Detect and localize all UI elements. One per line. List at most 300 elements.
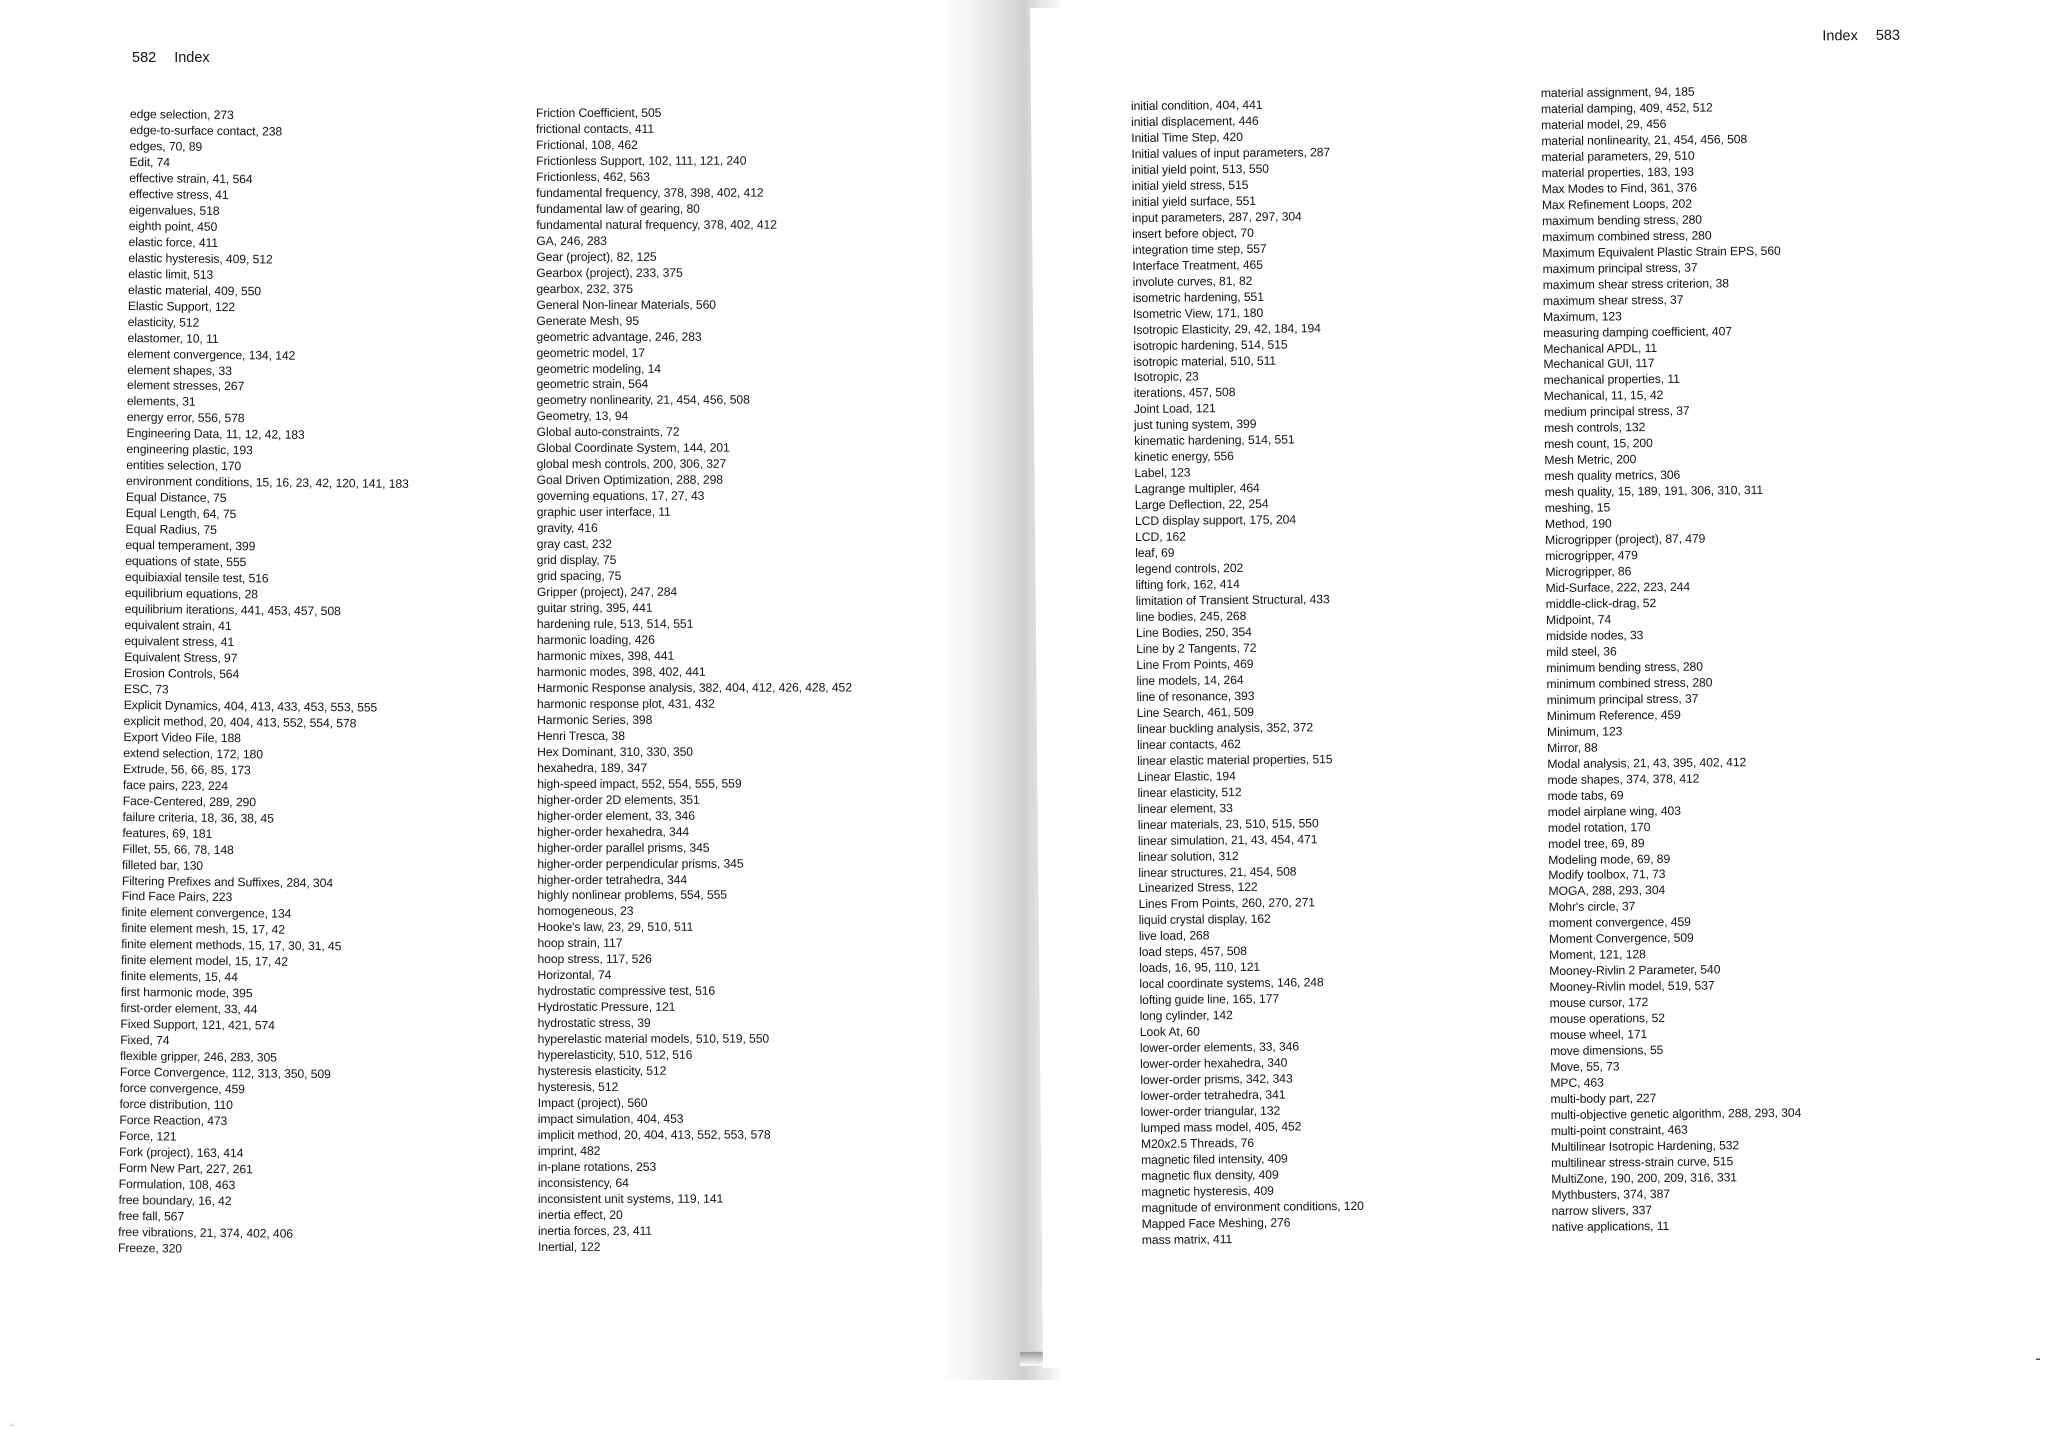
index-entry: Mirror, 88: [1547, 740, 1598, 755]
index-entry: Equal Length, 64, 75: [125, 506, 237, 522]
index-entry: MOGA, 288, 293, 304: [1548, 883, 1666, 899]
index-entry: gravity, 416: [536, 521, 598, 536]
index-entry: multilinear stress-strain curve, 515: [1551, 1154, 1734, 1170]
index-entry: Frictionless, 462, 563: [536, 169, 650, 184]
index-entry: initial condition, 404, 441: [1130, 97, 1263, 114]
index-entry: mesh quality, 15, 189, 191, 306, 310, 311: [1544, 483, 1764, 500]
index-entry: Microgripper (project), 87, 479: [1545, 531, 1706, 548]
index-entry: force convergence, 459: [119, 1081, 245, 1097]
index-entry: kinetic energy, 556: [1134, 449, 1234, 465]
index-entry: Mohr's circle, 37: [1548, 899, 1636, 915]
right-page-number: 583: [1875, 27, 1901, 44]
index-entry: geometric advantage, 246, 283: [536, 329, 702, 344]
index-entry: microgripper, 479: [1545, 548, 1638, 564]
index-entry: entities selection, 170: [126, 458, 242, 474]
index-entry: GA, 246, 283: [536, 233, 607, 248]
index-entry: Mechanical, 11, 15, 42: [1543, 388, 1664, 404]
index-entry: Line by 2 Tangents, 72: [1136, 640, 1257, 656]
index-entry: material damping, 409, 452, 512: [1540, 100, 1713, 117]
index-entry: maximum combined stress, 280: [1542, 228, 1712, 244]
index-entry: harmonic modes, 398, 402, 441: [536, 664, 706, 679]
index-entry: multi-point constraint, 463: [1550, 1122, 1688, 1139]
index-entry: Global auto-constraints, 72: [536, 425, 680, 440]
index-entry: magnetic flux density, 409: [1141, 1167, 1279, 1183]
index-entry: Explicit Dynamics, 404, 413, 433, 453, 553, 555: [123, 697, 378, 715]
index-entry: Face-Centered, 289, 290: [122, 793, 257, 810]
index-entry: medium principal stress, 37: [1543, 404, 1690, 420]
index-entry: frictional contacts, 411: [536, 121, 655, 136]
index-entry: Form New Part, 227, 261: [118, 1160, 253, 1177]
index-entry: narrow slivers, 337: [1551, 1202, 1653, 1218]
index-entry: Mesh Metric, 200: [1544, 452, 1637, 468]
index-entry: mouse wheel, 171: [1549, 1027, 1648, 1043]
index-entry: inconsistency, 64: [537, 1175, 629, 1190]
index-entry: engineering plastic, 193: [126, 442, 253, 458]
index-entry: lower-order tetrahedra, 341: [1140, 1087, 1286, 1104]
index-entry: Mid-Surface, 222, 223, 244: [1545, 579, 1691, 596]
index-entry: inertia effect, 20: [537, 1207, 623, 1222]
index-entry: Max Refinement Loops, 202: [1541, 196, 1692, 212]
index-entry: harmonic loading, 426: [536, 632, 655, 647]
index-entry: linear buckling analysis, 352, 372: [1136, 720, 1314, 736]
index-entry: M20x2.5 Threads, 76: [1140, 1135, 1255, 1151]
index-entry: Erosion Controls, 564: [124, 665, 240, 682]
index-entry: Force Convergence, 112, 313, 350, 509: [119, 1065, 331, 1082]
index-entry: Multilinear Isotropic Hardening, 532: [1550, 1138, 1740, 1154]
index-entry: mouse cursor, 172: [1549, 995, 1649, 1011]
index-entry: magnetic hysteresis, 409: [1141, 1183, 1274, 1199]
index-entry: harmonic mixes, 398, 441: [536, 648, 675, 663]
index-entry: Move, 55, 73: [1550, 1059, 1620, 1075]
index-entry: Freeze, 320: [117, 1240, 183, 1256]
index-entry: higher-order parallel prisms, 345: [537, 840, 710, 855]
index-entry: energy error, 556, 578: [126, 410, 245, 426]
right-running-head: [1822, 28, 1900, 45]
index-entry: equibiaxial tensile test, 516: [125, 570, 269, 586]
index-entry: Gripper (project), 247, 284: [536, 584, 678, 600]
index-entry: mesh controls, 132: [1543, 420, 1646, 436]
index-entry: Minimum, 123: [1546, 724, 1623, 739]
index-entry: finite elements, 15, 44: [120, 969, 238, 985]
index-entry: insert before object, 70: [1132, 225, 1254, 241]
index-entry: Line Bodies, 250, 354: [1135, 624, 1252, 640]
index-entry: Lagrange multipler, 464: [1134, 481, 1260, 497]
index-entry: free vibrations, 21, 374, 402, 406: [118, 1224, 294, 1241]
index-entry: higher-order perpendicular prisms, 345: [537, 856, 744, 871]
index-entry: hoop stress, 117, 526: [537, 952, 652, 967]
index-entry: material assignment, 94, 185: [1540, 84, 1695, 101]
index-entry: elasticity, 512: [127, 314, 200, 330]
index-entry: move dimensions, 55: [1549, 1043, 1664, 1059]
index-entry: elastic material, 409, 550: [128, 282, 262, 299]
index-entry: gray cast, 232: [536, 537, 612, 552]
index-entry: Initial values of input parameters, 287: [1131, 145, 1331, 161]
index-entry: finite element methods, 15, 17, 30, 31, 45: [121, 937, 342, 954]
index-entry: linear contacts, 462: [1137, 736, 1241, 752]
index-entry: Mapped Face Meshing, 276: [1141, 1215, 1291, 1231]
index-entry: isometric hardening, 551: [1132, 289, 1264, 305]
index-entry: elastomer, 10, 11: [127, 330, 219, 346]
index-entry: Equivalent Stress, 97: [124, 649, 238, 666]
index-entry: fundamental natural frequency, 378, 402, 412: [536, 217, 777, 232]
index-entry: Inertial, 122: [537, 1239, 601, 1254]
index-entry: Hydrostatic Pressure, 121: [537, 1000, 676, 1015]
index-entry: mouse operations, 52: [1549, 1011, 1666, 1027]
index-entry: maximum bending stress, 280: [1541, 212, 1703, 228]
index-entry: in-plane rotations, 253: [537, 1159, 657, 1174]
index-entry: integration time step, 557: [1132, 241, 1267, 257]
index-entry: Hex Dominant, 310, 330, 350: [537, 744, 693, 759]
index-entry: input parameters, 287, 297, 304: [1131, 209, 1302, 225]
index-entry: element shapes, 33: [127, 362, 232, 378]
index-entry: first-order element, 33, 44: [120, 1001, 258, 1017]
index-entry: hysteresis elasticity, 512: [537, 1063, 667, 1079]
index-entry: guitar string, 395, 441: [536, 600, 653, 616]
index-entry: gearbox, 232, 375: [536, 281, 633, 296]
index-entry: Horizontal, 74: [537, 968, 612, 983]
index-entry: elements, 31: [126, 394, 196, 410]
index-entry: hexahedra, 189, 347: [537, 760, 648, 775]
index-entry: geometric modeling, 14: [536, 361, 661, 376]
index-entry: Joint Load, 121: [1133, 401, 1216, 417]
index-entry: mesh quality metrics, 306: [1544, 468, 1681, 484]
index-entry: LCD, 162: [1135, 529, 1186, 545]
index-entry: inconsistent unit systems, 119, 141: [537, 1191, 724, 1206]
index-entry: meshing, 15: [1544, 500, 1611, 516]
index-entry: harmonic response plot, 431, 432: [537, 696, 715, 711]
index-entry: initial yield point, 513, 550: [1131, 161, 1269, 177]
index-entry: equations of state, 555: [125, 554, 247, 570]
index-entry: minimum principal stress, 37: [1546, 691, 1699, 707]
index-entry: material properties, 183, 193: [1541, 164, 1694, 180]
index-entry: grid display, 75: [536, 552, 617, 568]
index-entry: Moment, 121, 128: [1549, 947, 1646, 963]
index-entry: Export Video File, 188: [123, 729, 241, 745]
index-entry: hoop strain, 117: [537, 936, 623, 951]
index-entry: Maximum, 123: [1542, 308, 1622, 324]
index-entry: finite element mesh, 15, 17, 42: [121, 921, 286, 938]
index-entry: ESC, 73: [123, 681, 169, 697]
index-entry: element stresses, 267: [127, 378, 245, 394]
index-entry: Engineering Data, 11, 12, 42, 183: [126, 426, 305, 443]
index-entry: moment convergence, 459: [1548, 915, 1691, 931]
index-entry: geometry nonlinearity, 21, 454, 456, 508: [536, 393, 750, 408]
index-entry: Gearbox (project), 233, 375: [536, 265, 683, 280]
index-entry: iterations, 457, 508: [1133, 385, 1236, 401]
index-entry: graphic user interface, 11: [536, 504, 671, 520]
index-entry: Method, 190: [1544, 516, 1612, 532]
index-entry: Label, 123: [1134, 465, 1191, 481]
index-entry: Harmonic Response analysis, 382, 404, 412, 426, 428, 452: [537, 680, 852, 695]
index-entry: Henri Tresca, 38: [537, 728, 625, 743]
index-entry: free fall, 567: [118, 1208, 185, 1224]
index-entry: Equal Distance, 75: [125, 490, 227, 506]
index-entry: equivalent stress, 41: [124, 633, 235, 650]
index-entry: Mechanical APDL, 11: [1543, 340, 1658, 356]
index-entry: high-speed impact, 552, 554, 555, 559: [537, 776, 742, 791]
index-entry: measuring damping coefficient, 407: [1543, 323, 1732, 340]
index-entry: multi-body part, 227: [1550, 1091, 1657, 1107]
index-entry: element convergence, 134, 142: [127, 346, 296, 363]
index-column: [118, 107, 413, 1260]
index-entry: Generate Mesh, 95: [536, 313, 640, 328]
index-entry: finite element model, 15, 17, 42: [120, 953, 288, 970]
index-entry: fundamental law of gearing, 80: [536, 201, 700, 216]
index-entry: load steps, 457, 508: [1139, 944, 1247, 960]
index-entry: effective strain, 41, 564: [129, 170, 253, 187]
index-entry: MPC, 463: [1550, 1075, 1604, 1091]
index-entry: lower-order prisms, 342, 343: [1140, 1071, 1293, 1088]
index-entry: eigenvalues, 518: [128, 202, 220, 218]
index-entry: Fillet, 55, 66, 78, 148: [122, 841, 234, 857]
index-entry: Fork (project), 163, 414: [118, 1144, 244, 1161]
index-column: [1131, 97, 1364, 1249]
index-entry: Frictional, 108, 462: [536, 137, 638, 152]
index-entry: material nonlinearity, 21, 454, 456, 508: [1541, 132, 1748, 149]
index-entry: Isotropic, 23: [1133, 369, 1199, 385]
index-entry: Isometric View, 171, 180: [1132, 305, 1264, 321]
index-entry: Maximum Equivalent Plastic Strain EPS, 560: [1542, 243, 1781, 260]
index-entry: LCD display support, 175, 204: [1134, 512, 1297, 529]
index-entry: highly nonlinear problems, 554, 555: [537, 888, 727, 903]
index-entry: failure criteria, 18, 36, 38, 45: [122, 809, 274, 826]
index-entry: maximum shear stress criterion, 38: [1542, 275, 1729, 292]
index-entry: Line From Points, 469: [1136, 656, 1254, 672]
index-entry: Geometry, 13, 94: [536, 409, 629, 424]
index-entry: lower-order elements, 33, 346: [1139, 1039, 1300, 1056]
index-entry: higher-order 2D elements, 351: [537, 792, 700, 807]
index-entry: material parameters, 29, 510: [1541, 148, 1695, 164]
index-entry: Harmonic Series, 398: [537, 712, 653, 727]
index-entry: initial yield surface, 551: [1131, 193, 1257, 209]
index-entry: Global Coordinate System, 144, 201: [536, 441, 730, 456]
index-entry: long cylinder, 142: [1139, 1008, 1233, 1024]
index-entry: Linearized Stress, 122: [1138, 880, 1258, 896]
index-entry: extend selection, 172, 180: [123, 745, 264, 762]
index-entry: higher-order element, 33, 346: [537, 808, 695, 823]
index-entry: Mythbusters, 374, 387: [1551, 1186, 1670, 1202]
index-entry: effective stress, 41: [129, 186, 229, 202]
index-entry: Microgripper, 86: [1545, 564, 1632, 580]
index-entry: Minimum Reference, 459: [1546, 707, 1681, 723]
index-entry: Extrude, 56, 66, 85, 173: [122, 761, 251, 778]
index-entry: lower-order triangular, 132: [1140, 1103, 1281, 1120]
index-entry: material model, 29, 456: [1541, 116, 1667, 133]
index-entry: homogeneous, 23: [537, 904, 634, 919]
index-entry: line bodies, 245, 268: [1135, 608, 1247, 625]
index-entry: Gear (project), 82, 125: [536, 249, 657, 264]
index-entry: MultiZone, 190, 200, 209, 316, 331: [1551, 1170, 1737, 1186]
index-entry: linear structures, 21, 454, 508: [1138, 863, 1297, 880]
index-entry: maximum shear stress, 37: [1542, 292, 1684, 308]
index-entry: Midpoint, 74: [1545, 612, 1612, 628]
index-entry: kinematic hardening, 514, 551: [1134, 432, 1295, 449]
index-entry: linear elasticity, 512: [1137, 784, 1242, 800]
right-running-head-title: Index: [1822, 28, 1858, 45]
index-entry: Mechanical GUI, 117: [1543, 356, 1655, 372]
index-entry: flexible gripper, 246, 283, 305: [119, 1049, 277, 1065]
index-entry: Edit, 74: [129, 154, 171, 170]
index-entry: equilibrium iterations, 441, 453, 457, 508: [124, 602, 341, 619]
index-entry: model airplane wing, 403: [1547, 803, 1681, 819]
index-entry: magnitude of environment conditions, 120: [1141, 1198, 1364, 1215]
index-entry: equivalent strain, 41: [124, 617, 232, 634]
index-entry: imprint, 482: [537, 1143, 601, 1158]
index-entry: line of resonance, 393: [1136, 688, 1255, 704]
index-entry: Initial Time Step, 420: [1131, 129, 1243, 145]
index-entry: Frictionless Support, 102, 111, 121, 240: [536, 153, 747, 168]
index-entry: filleted bar, 130: [121, 857, 204, 873]
index-entry: lumped mass model, 405, 452: [1140, 1119, 1302, 1135]
index-entry: leaf, 69: [1135, 545, 1175, 561]
index-entry: Lines From Points, 260, 270, 271: [1138, 895, 1316, 912]
index-entry: Modify toolbox, 71, 73: [1548, 867, 1666, 883]
index-entry: mesh count, 15, 200: [1544, 436, 1653, 452]
index-entry: mass matrix, 411: [1141, 1231, 1233, 1247]
index-entry: elastic force, 411: [128, 234, 219, 250]
left-running-head-title: Index: [174, 50, 210, 66]
index-entry: liquid crystal display, 162: [1138, 912, 1271, 928]
index-entry: hardening rule, 513, 514, 551: [536, 616, 694, 631]
index-entry: edges, 70, 89: [129, 138, 203, 154]
index-entry: face pairs, 223, 224: [122, 777, 229, 793]
index-entry: legend controls, 202: [1135, 561, 1244, 577]
index-entry: hysteresis, 512: [537, 1079, 619, 1095]
index-entry: local coordinate systems, 146, 248: [1139, 975, 1324, 992]
index-entry: model rotation, 170: [1547, 819, 1651, 835]
index-entry: Impact (project), 560: [537, 1095, 648, 1111]
index-entry: hyperelasticity, 510, 512, 516: [537, 1047, 693, 1063]
index-entry: just tuning system, 399: [1133, 417, 1257, 433]
index-entry: hydrostatic compressive test, 516: [537, 983, 716, 999]
index-entry: elastic hysteresis, 409, 512: [128, 250, 273, 267]
index-entry: linear materials, 23, 510, 515, 550: [1137, 815, 1319, 832]
index-entry: free boundary, 16, 42: [118, 1192, 232, 1208]
left-page-number: 582: [132, 50, 157, 66]
index-entry: live load, 268: [1138, 928, 1210, 944]
left-page: [0, 0, 1000, 1448]
index-entry: Fixed Support, 121, 421, 574: [120, 1017, 275, 1033]
index-entry: equilibrium equations, 28: [124, 586, 258, 602]
index-entry: Look At, 60: [1139, 1024, 1200, 1040]
index-entry: Modeling mode, 69, 89: [1548, 851, 1671, 867]
scan-artifact-mark: ‘‘: [10, 1422, 15, 1434]
index-entry: first harmonic mode, 395: [120, 985, 253, 1001]
index-entry: linear element, 33: [1137, 800, 1233, 816]
index-entry: Fixed, 74: [120, 1033, 170, 1048]
index-entry: governing equations, 17, 27, 43: [536, 488, 705, 504]
index-entry: Mooney-Rivlin model, 519, 537: [1549, 978, 1715, 995]
left-running-head: [132, 50, 210, 66]
index-entry: inertia forces, 23, 411: [537, 1223, 652, 1238]
index-entry: explicit method, 20, 404, 413, 552, 554, 578: [123, 713, 357, 731]
index-entry: Linear Elastic, 194: [1137, 768, 1236, 784]
index-entry: edge selection, 273: [129, 107, 234, 123]
index-entry: global mesh controls, 200, 306, 327: [536, 456, 727, 472]
index-entry: magnetic filed intensity, 409: [1140, 1151, 1288, 1167]
index-entry: Hooke's law, 23, 29, 510, 511: [537, 920, 694, 935]
index-column: [536, 105, 853, 1255]
index-entry: Elastic Support, 122: [127, 298, 236, 314]
index-entry: Filtering Prefixes and Suffixes, 284, 304: [121, 873, 334, 890]
index-entry: implicit method, 20, 404, 413, 552, 553, 578: [537, 1127, 771, 1142]
index-entry: Force Reaction, 473: [119, 1112, 228, 1129]
index-entry: Isotropic Elasticity, 29, 42, 184, 194: [1133, 320, 1321, 337]
index-entry: isotropic material, 510, 511: [1133, 353, 1277, 369]
index-entry: eighth point, 450: [128, 218, 218, 234]
index-entry: mild steel, 36: [1546, 644, 1617, 659]
index-entry: Find Face Pairs, 223: [121, 889, 233, 905]
index-entry: linear solution, 312: [1138, 848, 1239, 864]
index-entry: Line Search, 461, 509: [1136, 704, 1255, 720]
index-entry: hydrostatic stress, 39: [537, 1016, 651, 1031]
index-entry: elastic limit, 513: [128, 266, 214, 282]
index-entry: involute curves, 81, 82: [1132, 273, 1253, 289]
index-entry: Goal Driven Optimization, 288, 298: [536, 472, 723, 488]
index-entry: isotropic hardening, 514, 515: [1133, 337, 1288, 353]
index-entry: lofting guide line, 165, 177: [1139, 991, 1280, 1008]
index-entry: fundamental frequency, 378, 398, 402, 412: [536, 185, 764, 200]
index-entry: initial yield stress, 515: [1131, 177, 1249, 193]
index-entry: native applications, 11: [1551, 1218, 1670, 1234]
index-entry: linear elastic material properties, 515: [1137, 751, 1333, 768]
index-entry: impact simulation, 404, 453: [537, 1111, 684, 1127]
index-entry: higher-order tetrahedra, 344: [537, 872, 688, 887]
index-entry: grid spacing, 75: [536, 568, 622, 584]
index-entry: geometric strain, 564: [536, 377, 649, 392]
index-entry: loads, 16, 95, 110, 121: [1139, 960, 1261, 976]
index-entry: Equal Radius, 75: [125, 522, 217, 538]
index-entry: minimum combined stress, 280: [1546, 675, 1713, 691]
index-entry: lifting fork, 162, 414: [1135, 577, 1240, 593]
index-entry: lower-order hexahedra, 340: [1140, 1055, 1288, 1072]
index-entry: higher-order hexahedra, 344: [537, 824, 690, 839]
index-entry: equal temperament, 399: [125, 538, 256, 554]
index-entry: line models, 14, 264: [1136, 672, 1244, 688]
index-entry: linear simulation, 21, 43, 454, 471: [1137, 831, 1318, 848]
index-entry: hyperelastic material models, 510, 519, 550: [537, 1031, 770, 1047]
index-column: [1541, 84, 1803, 1236]
index-entry: initial displacement, 446: [1131, 113, 1259, 130]
index-entry: features, 69, 181: [122, 825, 213, 841]
index-entry: mode shapes, 374, 378, 412: [1547, 771, 1700, 787]
index-entry: Modal analysis, 21, 43, 395, 402, 412: [1547, 754, 1747, 771]
index-entry: geometric model, 17: [536, 345, 645, 360]
index-entry: multi-objective genetic algorithm, 288, 293, 304: [1550, 1105, 1802, 1123]
index-entry: Max Modes to Find, 361, 376: [1541, 180, 1697, 196]
index-entry: maximum principal stress, 37: [1542, 260, 1698, 276]
right-page: [1030, 0, 2048, 1368]
index-entry: General Non-linear Materials, 560: [536, 297, 716, 312]
index-entry: Force, 121: [119, 1128, 177, 1144]
index-entry: Interface Treatment, 465: [1132, 257, 1263, 273]
index-entry: middle-click-drag, 52: [1545, 596, 1657, 612]
index-entry: mechanical properties, 11: [1543, 372, 1680, 388]
index-entry: Friction Coefficient, 505: [536, 105, 662, 120]
index-entry: Moment Convergence, 509: [1548, 931, 1694, 947]
index-entry: mode tabs, 69: [1547, 787, 1624, 803]
index-entry: Formulation, 108, 463: [118, 1176, 236, 1193]
index-entry: finite element convergence, 134: [121, 905, 292, 922]
index-entry: Large Deflection, 22, 254: [1134, 496, 1269, 513]
index-entry: model tree, 69, 89: [1547, 835, 1645, 851]
index-entry: edge-to-surface contact, 238: [129, 122, 283, 139]
index-entry: force distribution, 110: [119, 1097, 233, 1113]
index-entry: Mooney-Rivlin 2 Parameter, 540: [1549, 962, 1721, 979]
index-entry: limitation of Transient Structural, 433: [1135, 592, 1330, 609]
index-entry: midside nodes, 33: [1545, 628, 1644, 644]
index-entry: environment conditions, 15, 16, 23, 42, 120, 141, 183: [126, 474, 409, 492]
